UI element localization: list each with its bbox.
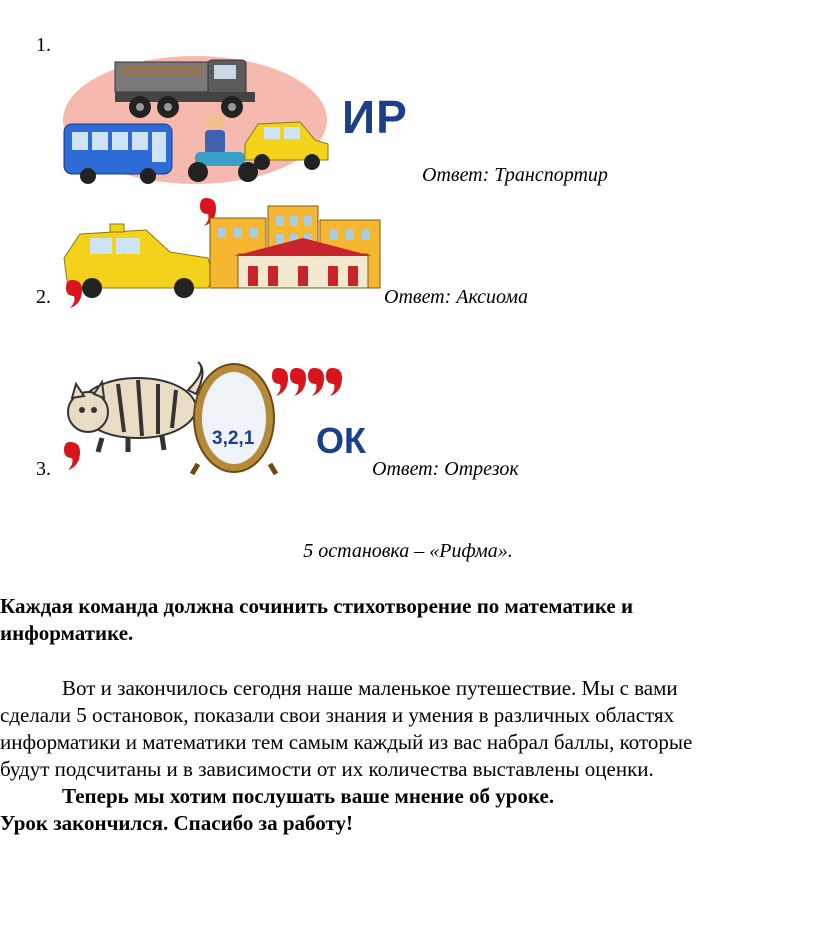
puzzle-1-picture — [60, 52, 330, 190]
closing-line: сделали 5 остановок, показали свои знания и умения в различных областях — [0, 703, 675, 727]
comma-group — [272, 368, 342, 396]
comma-mark — [64, 442, 80, 470]
mirror-label: 3,2,1 — [212, 428, 255, 449]
puzzle-3-number: 3. — [36, 458, 51, 480]
closing-paragraph — [0, 675, 816, 837]
closing-bold-line: Теперь мы хотим послушать ваше мнение об уроке. — [62, 784, 555, 808]
stop-title: 5 остановка – «Рифма». — [303, 540, 513, 562]
closing-line: будут подсчитаны и в зависимости от их количества выставлены оценки. — [0, 757, 654, 781]
cat-icon — [68, 362, 203, 452]
task-text: Каждая команда должна сочинить стихотворение по математике и информатике. — [0, 594, 634, 645]
puzzle-2-answer: Ответ: Аксиома — [384, 286, 528, 308]
puzzle-3-syllable: ОК — [316, 420, 366, 461]
closing-bold-line: Урок закончился. Спасибо за работу! — [0, 811, 353, 835]
puzzle-2-number: 2. — [36, 286, 51, 308]
puzzle-3-answer: Ответ: Отрезок — [372, 458, 519, 480]
closing-line: информатики и математики тем самым каждый из вас набрал баллы, которые — [0, 730, 693, 754]
comma-mark — [66, 280, 82, 308]
buildings-icon — [210, 206, 380, 288]
puzzle-1-answer: Ответ: Транспортир — [422, 164, 608, 186]
mirror-icon — [192, 364, 276, 474]
taxi-icon — [64, 224, 214, 298]
puzzle-1-number: 1. — [36, 34, 51, 56]
closing-line: Вот и закончилось сегодня наше маленькое путешествие. Мы с вами — [62, 676, 678, 700]
puzzle-1-syllable: ИР — [342, 91, 408, 143]
puzzle-2-picture — [58, 196, 388, 306]
bus-icon — [64, 124, 172, 184]
